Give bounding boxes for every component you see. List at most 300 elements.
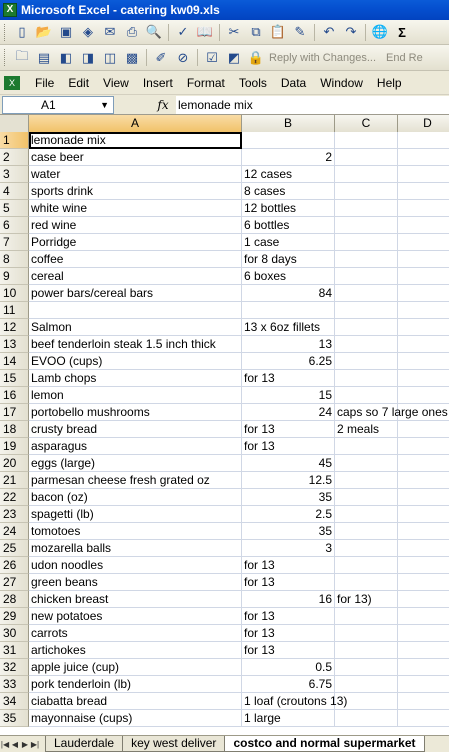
cell-d[interactable]: [398, 421, 449, 438]
cell-c[interactable]: [335, 710, 398, 727]
table-row: [0, 710, 449, 727]
cell-a[interactable]: [29, 710, 242, 727]
cell-a-value: udon noodles: [31, 558, 104, 572]
name-box[interactable]: [2, 96, 114, 114]
excel-app-icon[interactable]: X: [3, 3, 17, 17]
name-box-value: A1: [41, 97, 56, 112]
menu-edit[interactable]: Edit: [68, 75, 90, 90]
cell-a-value: bacon (oz): [31, 490, 88, 504]
print-icon[interactable]: ⎙: [126, 24, 138, 39]
cell-d[interactable]: [398, 302, 449, 319]
paste-icon[interactable]: 📋: [269, 24, 287, 39]
cell-d[interactable]: [398, 370, 449, 387]
cell-c[interactable]: [335, 676, 398, 693]
row-header[interactable]: 34: [0, 693, 29, 710]
save-icon[interactable]: ▣: [59, 24, 73, 39]
cell-d[interactable]: [398, 149, 449, 166]
row-header[interactable]: 35: [0, 710, 29, 727]
cell-a-value: EVOO (cups): [31, 354, 103, 368]
new-icon[interactable]: ▯: [18, 24, 26, 39]
cell-b[interactable]: [242, 200, 335, 217]
cell-b[interactable]: [242, 557, 335, 574]
cell-b[interactable]: [242, 319, 335, 336]
cell-c[interactable]: [335, 353, 398, 370]
chevron-down-icon[interactable]: ▼: [100, 99, 109, 110]
row-header[interactable]: 6: [0, 217, 29, 234]
cell-c[interactable]: [335, 183, 398, 200]
row-header[interactable]: 32: [0, 659, 29, 676]
track-changes-icon[interactable]: ☑: [206, 49, 218, 65]
table-row: [0, 557, 449, 574]
cell-d[interactable]: [398, 183, 449, 200]
cell-b-value: 6 bottles: [244, 218, 290, 232]
row-header[interactable]: 9: [0, 268, 29, 285]
cell-a-value: eggs (large): [31, 456, 96, 470]
prev-sheet-icon[interactable]: ◀: [11, 739, 19, 749]
format-painter-icon[interactable]: ✎: [294, 24, 306, 39]
row-header[interactable]: 20: [0, 455, 29, 472]
cell-b[interactable]: [242, 642, 335, 659]
cell-a-value: lemonade mix: [31, 133, 106, 147]
cell-b[interactable]: [242, 489, 335, 506]
row-header[interactable]: 27: [0, 574, 29, 591]
menu-data[interactable]: Data: [280, 75, 307, 90]
cell-c[interactable]: [335, 557, 398, 574]
column-header-d[interactable]: D: [398, 115, 449, 132]
row-header[interactable]: 24: [0, 523, 29, 540]
title-bar: [0, 0, 449, 20]
row-header[interactable]: 21: [0, 472, 29, 489]
spelling-icon[interactable]: ✓: [177, 24, 189, 39]
row-header[interactable]: 11: [0, 302, 29, 319]
row-header[interactable]: 28: [0, 591, 29, 608]
cell-b[interactable]: [242, 676, 335, 693]
cell-a[interactable]: [29, 591, 242, 608]
delete-comment-icon[interactable]: ⊘: [177, 49, 189, 65]
cell-b-value: 16: [318, 592, 332, 606]
table-row: [0, 489, 449, 506]
cell-d[interactable]: [398, 455, 449, 472]
cell-b-value: 6.75: [308, 677, 332, 691]
cell-b[interactable]: [242, 234, 335, 251]
row-header[interactable]: 4: [0, 183, 29, 200]
cell-b-value: 2: [325, 150, 332, 164]
cell-b[interactable]: [242, 183, 335, 200]
cell-d[interactable]: [398, 387, 449, 404]
cell-c[interactable]: [335, 404, 448, 421]
cell-a[interactable]: [29, 625, 242, 642]
standard-toolbar: [0, 20, 449, 45]
cell-a[interactable]: [29, 608, 242, 625]
print-preview-icon[interactable]: 🔍: [145, 24, 163, 39]
workbook-icon[interactable]: X: [4, 76, 20, 90]
cell-b-value: 13 x 6oz fillets: [244, 320, 321, 334]
separator: [314, 24, 315, 41]
cell-a-value: apple juice (cup): [31, 660, 120, 674]
row-header[interactable]: 16: [0, 387, 29, 404]
table-row: [0, 438, 449, 455]
cell-b[interactable]: [242, 455, 335, 472]
toolbar-grip[interactable]: [4, 24, 7, 41]
table-row: [0, 149, 449, 166]
cell-a-value: green beans: [31, 575, 98, 589]
cell-c[interactable]: [335, 642, 398, 659]
row-header[interactable]: 25: [0, 540, 29, 557]
formula-input[interactable]: lemonade mix: [176, 96, 449, 114]
cell-b[interactable]: [242, 217, 335, 234]
cell-a[interactable]: [29, 149, 242, 166]
cell-c[interactable]: [335, 149, 398, 166]
cell-d[interactable]: [398, 285, 449, 302]
cell-d[interactable]: [398, 710, 449, 727]
cell-a-value: mayonnaise (cups): [31, 711, 133, 725]
menu-tools[interactable]: Tools: [238, 75, 267, 90]
cell-a[interactable]: [29, 268, 242, 285]
cell-a[interactable]: [29, 421, 242, 438]
row-header[interactable]: 17: [0, 404, 29, 421]
cell-c[interactable]: [335, 506, 398, 523]
cell-d[interactable]: [398, 472, 449, 489]
spreadsheet-grid[interactable]: [0, 115, 449, 735]
cell-a[interactable]: [29, 404, 242, 421]
next-comment-icon[interactable]: ◨: [81, 49, 95, 65]
cell-b[interactable]: [242, 591, 335, 608]
highlight-changes-icon[interactable]: ◩: [227, 49, 241, 65]
table-row: [0, 234, 449, 251]
cell-a[interactable]: [29, 472, 242, 489]
table-row: [0, 285, 449, 302]
cell-a-value: new potatoes: [31, 609, 103, 623]
cell-b[interactable]: [242, 693, 348, 710]
cell-a[interactable]: [29, 540, 242, 557]
cell-b[interactable]: [242, 625, 335, 642]
cell-a[interactable]: [29, 200, 242, 217]
cell-d[interactable]: [398, 608, 449, 625]
cell-b[interactable]: [242, 353, 335, 370]
undo-icon[interactable]: ↶: [323, 24, 335, 39]
row-header[interactable]: 29: [0, 608, 29, 625]
cell-b-value: 1 case: [244, 235, 280, 249]
menu-window[interactable]: Window: [320, 75, 363, 90]
cell-b-value: for 13: [244, 558, 275, 572]
cell-c[interactable]: [335, 591, 398, 608]
cell-b-value: for 13: [244, 609, 275, 623]
row-header[interactable]: 31: [0, 642, 29, 659]
cell-b-value: 1 large: [244, 711, 281, 725]
ink-icon[interactable]: ✐: [155, 49, 167, 65]
row-header[interactable]: 15: [0, 370, 29, 387]
cell-d[interactable]: [398, 591, 449, 608]
cell-d[interactable]: [398, 506, 449, 523]
cell-b[interactable]: [242, 149, 335, 166]
table-row: [0, 642, 449, 659]
sheet-tab-lauderdale[interactable]: Lauderdale: [45, 736, 123, 752]
cell-c[interactable]: [335, 234, 398, 251]
cell-a[interactable]: [29, 693, 242, 710]
cell-b[interactable]: [242, 302, 335, 319]
protect-icon[interactable]: 🔒: [247, 49, 265, 65]
cell-d[interactable]: [398, 574, 449, 591]
cell-a[interactable]: [29, 557, 242, 574]
cell-c[interactable]: [335, 523, 398, 540]
column-headers: [0, 115, 449, 132]
cell-c[interactable]: [335, 625, 398, 642]
cell-c[interactable]: [335, 319, 398, 336]
row-header[interactable]: 12: [0, 319, 29, 336]
cell-c[interactable]: [335, 421, 398, 438]
row-header[interactable]: 7: [0, 234, 29, 251]
cell-a-value: Salmon: [31, 320, 72, 334]
table-row: [0, 302, 449, 319]
sheet-tab-key-west-deliver[interactable]: key west deliver: [122, 736, 225, 752]
hyperlink-icon[interactable]: 🌐: [371, 24, 389, 39]
cell-a[interactable]: [29, 302, 242, 319]
cell-d[interactable]: [398, 132, 449, 149]
cell-a[interactable]: [29, 234, 242, 251]
cell-b[interactable]: [242, 574, 335, 591]
cell-c[interactable]: [335, 285, 398, 302]
column-header-c[interactable]: C: [335, 115, 398, 132]
cell-c[interactable]: [335, 574, 398, 591]
column-header-a[interactable]: A: [29, 115, 242, 132]
cell-a-value: portobello mushrooms: [31, 405, 150, 419]
cell-a[interactable]: [29, 132, 242, 149]
cell-a-value: power bars/cereal bars: [31, 286, 154, 300]
cell-c[interactable]: [335, 540, 398, 557]
cell-d[interactable]: [398, 438, 449, 455]
table-row: [0, 183, 449, 200]
cell-a[interactable]: [29, 319, 242, 336]
cell-a-value: white wine: [31, 201, 88, 215]
cell-d[interactable]: [398, 625, 449, 642]
cell-b-value: for 13: [244, 422, 275, 436]
cell-d[interactable]: [398, 523, 449, 540]
row-header[interactable]: 22: [0, 489, 29, 506]
cell-c[interactable]: [335, 268, 398, 285]
cell-a[interactable]: [29, 353, 242, 370]
cell-a-value: ciabatta bread: [31, 694, 108, 708]
row-header[interactable]: 13: [0, 336, 29, 353]
research-icon[interactable]: 📖: [196, 24, 214, 39]
table-row: [0, 523, 449, 540]
first-sheet-icon[interactable]: |◀: [0, 739, 10, 749]
cell-a[interactable]: [29, 455, 242, 472]
show-comment-icon[interactable]: ◫: [103, 49, 117, 65]
autosum-icon[interactable]: Σ: [398, 24, 406, 40]
cell-d[interactable]: [398, 353, 449, 370]
insert-function-icon[interactable]: fx: [157, 97, 169, 112]
cell-d[interactable]: [398, 251, 449, 268]
cell-a[interactable]: [29, 370, 242, 387]
cell-b[interactable]: [242, 659, 335, 676]
cell-d[interactable]: [398, 319, 449, 336]
cell-b[interactable]: [242, 268, 335, 285]
cell-c[interactable]: [335, 251, 398, 268]
cell-a[interactable]: [29, 489, 242, 506]
cell-b-value: 45: [318, 456, 332, 470]
cell-a-value: Lamb chops: [31, 371, 97, 385]
row-header[interactable]: 26: [0, 557, 29, 574]
cell-c[interactable]: [335, 438, 398, 455]
cell-b[interactable]: [242, 506, 335, 523]
cell-d[interactable]: [398, 489, 449, 506]
cell-c[interactable]: [335, 387, 398, 404]
redo-icon[interactable]: ↷: [345, 24, 357, 39]
cell-a[interactable]: [29, 336, 242, 353]
cell-a[interactable]: [29, 285, 242, 302]
cell-a[interactable]: [29, 574, 242, 591]
cell-a-value: water: [31, 167, 61, 181]
row-header[interactable]: 3: [0, 166, 29, 183]
cell-a-value: pork tenderloin (lb): [31, 677, 132, 691]
cell-d[interactable]: [398, 540, 449, 557]
cell-d[interactable]: [398, 642, 449, 659]
row-header[interactable]: 30: [0, 625, 29, 642]
menu-view[interactable]: View: [103, 75, 129, 90]
table-row: [0, 625, 449, 642]
cell-d[interactable]: [398, 200, 449, 217]
cell-c[interactable]: [335, 370, 398, 387]
cell-c[interactable]: [335, 166, 398, 183]
cell-a[interactable]: [29, 676, 242, 693]
table-row: [0, 574, 449, 591]
cell-d[interactable]: [398, 268, 449, 285]
cell-b[interactable]: [242, 370, 335, 387]
cell-a[interactable]: [29, 523, 242, 540]
row-header[interactable]: 5: [0, 200, 29, 217]
cell-a-value: sports drink: [31, 184, 94, 198]
cell-a[interactable]: [29, 166, 242, 183]
new-comment-icon[interactable]: ▤: [37, 49, 51, 65]
cell-c[interactable]: [335, 336, 398, 353]
cell-d[interactable]: [398, 217, 449, 234]
reply-with-changes-button[interactable]: Reply with Changes...: [269, 51, 376, 64]
row-header[interactable]: 14: [0, 353, 29, 370]
cell-b[interactable]: [242, 251, 335, 268]
copy-icon[interactable]: ⧉: [251, 24, 261, 39]
table-row: [0, 217, 449, 234]
cell-a-value: chicken breast: [31, 592, 109, 606]
cell-d[interactable]: [398, 659, 449, 676]
cell-d[interactable]: [398, 336, 449, 353]
cell-c[interactable]: [335, 302, 398, 319]
cell-c[interactable]: [335, 489, 398, 506]
last-sheet-icon[interactable]: ▶|: [30, 739, 40, 749]
menu-help[interactable]: Help: [376, 75, 402, 90]
column-header-b[interactable]: B: [242, 115, 335, 132]
cell-d[interactable]: [398, 693, 449, 710]
cell-a-value: spagetti (lb): [31, 507, 94, 521]
cell-c[interactable]: [335, 659, 398, 676]
cell-d[interactable]: [398, 234, 449, 251]
cell-d[interactable]: [398, 166, 449, 183]
separator: [168, 24, 169, 41]
cell-a[interactable]: [29, 438, 242, 455]
email-icon[interactable]: ✉: [104, 24, 116, 39]
table-row: [0, 336, 449, 353]
menu-format[interactable]: Format: [186, 75, 225, 90]
cell-b-value: 13: [318, 337, 332, 351]
cell-c[interactable]: [335, 200, 398, 217]
cell-b[interactable]: [242, 166, 335, 183]
cell-b[interactable]: [242, 710, 335, 727]
cell-c-value: 2 meals: [337, 422, 380, 436]
menu-file[interactable]: File: [35, 75, 55, 90]
cell-c[interactable]: [335, 132, 398, 149]
select-all-corner[interactable]: [0, 115, 29, 132]
cell-b[interactable]: [242, 472, 335, 489]
cell-b[interactable]: [242, 421, 335, 438]
open-icon[interactable]: 📂: [35, 24, 53, 39]
cell-c[interactable]: [335, 217, 398, 234]
end-review-button[interactable]: End Re: [386, 51, 423, 64]
row-header[interactable]: 8: [0, 251, 29, 268]
cell-a[interactable]: [29, 251, 242, 268]
cell-c[interactable]: [335, 455, 398, 472]
cut-icon[interactable]: ✂: [228, 24, 240, 39]
cell-b-value: 0.5: [315, 660, 332, 674]
cell-c[interactable]: [335, 608, 398, 625]
cell-b[interactable]: [242, 608, 335, 625]
table-row: [0, 540, 449, 557]
cell-b-value: 1 loaf (croutons 13): [244, 694, 348, 708]
row-header[interactable]: 10: [0, 285, 29, 302]
table-row: [0, 404, 449, 421]
cell-b[interactable]: [242, 285, 335, 302]
row-header[interactable]: 19: [0, 438, 29, 455]
row-header[interactable]: 2: [0, 149, 29, 166]
cell-b-value: for 13: [244, 371, 275, 385]
cell-a[interactable]: [29, 506, 242, 523]
cell-a[interactable]: [29, 642, 242, 659]
cell-b[interactable]: [242, 387, 335, 404]
sheet-tab-costco[interactable]: costco and normal supermarket: [224, 736, 424, 752]
cell-b-value: 3: [325, 541, 332, 555]
formula-bar: [0, 95, 449, 115]
cell-a[interactable]: [29, 659, 242, 676]
cell-a[interactable]: [29, 183, 242, 200]
cell-b[interactable]: [242, 540, 335, 557]
row-header[interactable]: 18: [0, 421, 29, 438]
row-header[interactable]: 1: [0, 132, 29, 149]
cell-b[interactable]: [242, 523, 335, 540]
row-header[interactable]: 23: [0, 506, 29, 523]
permission-icon[interactable]: ◈: [83, 24, 93, 39]
row-header[interactable]: 33: [0, 676, 29, 693]
cell-d[interactable]: [398, 676, 449, 693]
cell-b[interactable]: [242, 404, 335, 421]
separator: [197, 49, 198, 66]
cell-a-value: tomotoes: [31, 524, 81, 538]
cell-a[interactable]: [29, 217, 242, 234]
cell-c[interactable]: [335, 472, 398, 489]
table-row: [0, 319, 449, 336]
cell-a-value: crusty bread: [31, 422, 98, 436]
next-sheet-icon[interactable]: ▶: [21, 739, 29, 749]
open-folder-icon[interactable]: 🗀: [15, 47, 29, 63]
cell-a[interactable]: [29, 387, 242, 404]
cell-b-value: for 8 days: [244, 252, 297, 266]
cell-b[interactable]: [242, 438, 335, 455]
cell-d[interactable]: [398, 557, 449, 574]
table-row: [0, 472, 449, 489]
previous-comment-icon[interactable]: ◧: [59, 49, 73, 65]
hide-comments-icon[interactable]: ▩: [125, 49, 139, 65]
toolbar-grip[interactable]: [4, 49, 7, 66]
menu-insert[interactable]: Insert: [142, 75, 173, 90]
cell-b[interactable]: [242, 336, 335, 353]
cell-b[interactable]: [242, 132, 335, 149]
